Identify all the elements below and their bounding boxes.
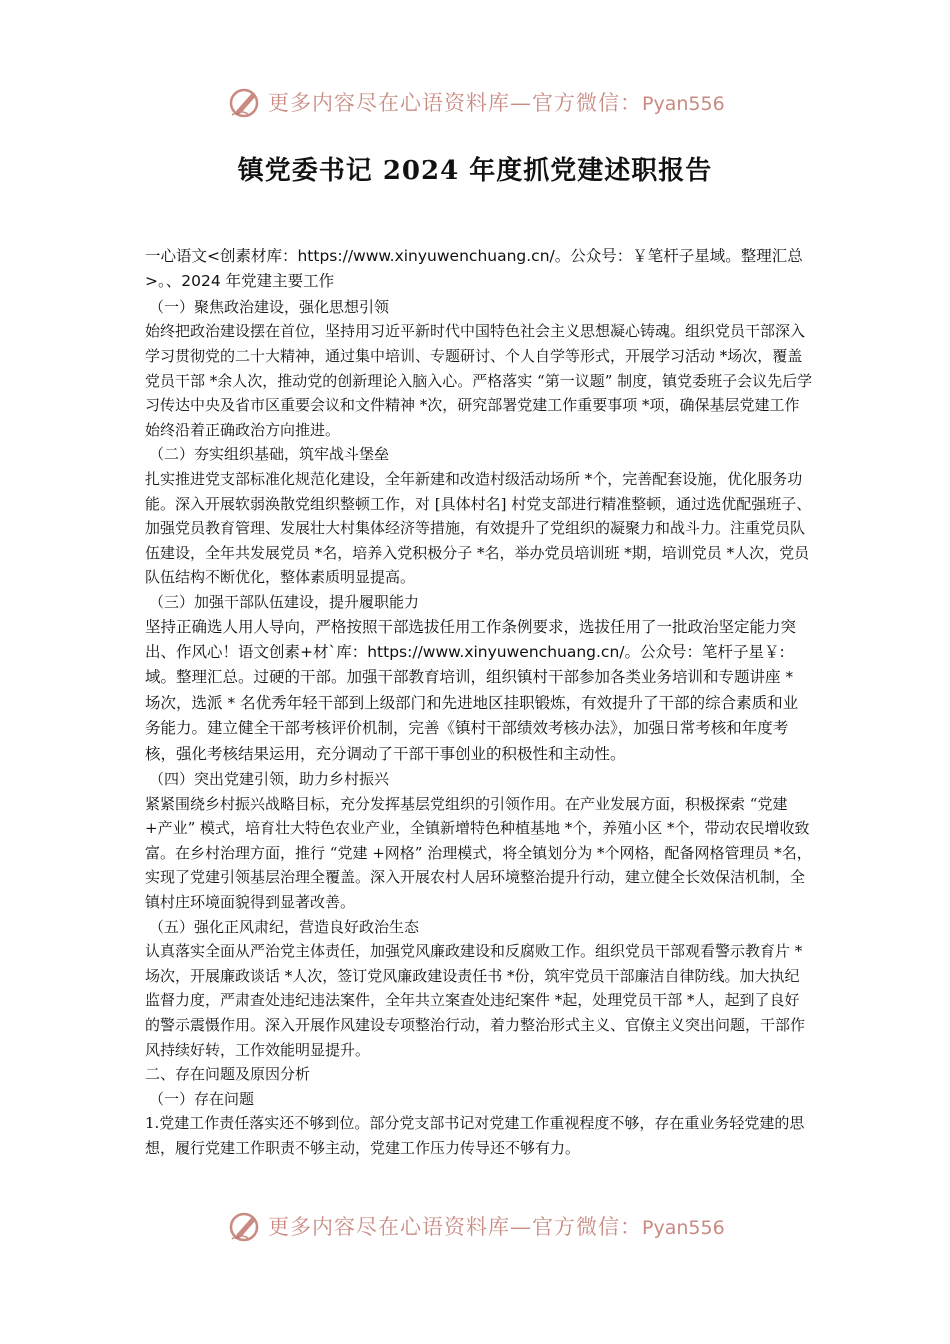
paragraph: 扎实推进党支部标准化规范化建设，全年新建和改造村级活动场所 *个，完善配套设施，优化服务功能。深入开展软弱涣散党组织整顿工作，对 [具体村名] 村党支部进行精准整顿，通过选优配强班子、加强党员教育管理、发展壮大村集体经济等措施，有效提升了党组织的凝聚力和战斗力。注重党员队伍建设，全年共发展党员 *名，培养入党积极分子 *名，举办党员培训班 *期，培训党员 *人次，党员队伍结构不断优化，整体素质明显提高。 bbox=[145, 469, 812, 587]
banner-text: 更多内容尽在心语资料库—官方微信：Pyan556 bbox=[268, 91, 725, 115]
paragraph: 认真落实全面从严治党主体责任，加强党风廉政建设和反腐败工作。组织党员干部观看警示教育片 *场次，开展廉政谈话 *人次，签订党风廉政建设责任书 *份，筑牢党员干部廉洁自律防线。加大执纪监督力度，严肃查处违纪违法案件，全年共立案查处违纪案件 *起，处理党员干部 *人，起到了良好的警示震慑作用。深入开展作风建设专项整治行动，着力整治形式主义、官僚主义突出问题，干部作风持续好转，工作效能明显提升。 bbox=[145, 942, 806, 1059]
document-body bbox=[145, 244, 813, 1160]
section-heading: （三）加强干部队伍建设，提升履职能力 bbox=[149, 592, 420, 611]
paragraph: 坚持正确选人用人导向，严格按照干部选拔任用工作条例要求，选拔任用了一批政治坚定能力突出、作风心！语文创素+材`库：https://www.xinyuwenchuang.cn/。公众号：笔杆子星￥:域。整理汇总。过硬的干部。加强干部教育培训，组织镇村干部参加各类业务培训和专题讲座 * 场次，选派 * 名优秀年轻干部到上级部门和先进地区挂职锻炼，有效提升了干部的综合素质和业务能力。建立健全干部考核评价机制，完善《镇村干部绩效考核办法》，加强日常考核和年度考核，强化考核结果运用，充分调动了干部干事创业的积极性和主动性。 bbox=[145, 617, 799, 763]
footer-banner bbox=[228, 1206, 725, 1246]
pen-logo-icon bbox=[228, 85, 262, 119]
section-heading: 二、存在问题及原因分析 bbox=[145, 1065, 311, 1084]
section-heading: （一）存在问题 bbox=[149, 1089, 255, 1108]
section-heading: （五）强化正风肃纪，营造良好政治生态 bbox=[149, 917, 420, 936]
paragraph: 始终把政治建设摆在首位，坚持用习近平新时代中国特色社会主义思想凝心铸魂。组织党员干部深入学习贯彻党的二十大精神，通过集中培训、专题研讨、个人自学等形式，开展学习活动 *场次，覆盖党员干部 *余人次，推动党的创新理论入脑入心。严格落实 “第一议题” 制度，镇党委班子会议先后学习传达中央及省市区重要会议和文件精神 *次，研究部署党建工作重要事项 *项，确保基层党建工作始终沿着正确政治方向推进。 bbox=[145, 322, 813, 439]
paragraph: 1.党建工作责任落实还不够到位。部分党支部书记对党建工作重视程度不够，存在重业务轻党建的思想，履行党建工作职责不够主动，党建工作压力传导还不够有力。 bbox=[145, 1114, 805, 1157]
section-heading: （二）夯实组织基础，筑牢战斗堡垒 bbox=[149, 445, 390, 464]
pen-logo-icon bbox=[228, 1209, 262, 1243]
banner-text: 更多内容尽在心语资料库—官方微信：Pyan556 bbox=[268, 1215, 725, 1239]
paragraph: 紧紧围绕乡村振兴战略目标，充分发挥基层党组织的引领作用。在产业发展方面，积极探索 “党建 +产业” 模式，培育壮大特色农业产业，全镇新增特色种植基地 *个，养殖小区 *个，带动农民增收致富。在乡村治理方面，推行 “党建 +网格” 治理模式，将全镇划分为 *个网格，配备网格管理员 *名，实现了党建引领基层治理全覆盖。深入开展农村人居环境整治提升行动，建立健全长效保洁机制，全镇村庄环境面貌得到显著改善。 bbox=[145, 794, 812, 911]
document-title: 镇党委书记 2024 年度抓党建述职报告 bbox=[237, 156, 713, 186]
paragraph: 一心语文<创素材库：https://www.xinyuwenchuang.cn/。公众号：￥笔杆子星域。整理汇总>。、2024 年党建主要工作 bbox=[145, 247, 803, 291]
header-banner bbox=[228, 82, 725, 122]
section-heading: （四）突出党建引领，助力乡村振兴 bbox=[149, 769, 390, 788]
section-heading: （一）聚焦政治建设，强化思想引领 bbox=[149, 297, 390, 316]
